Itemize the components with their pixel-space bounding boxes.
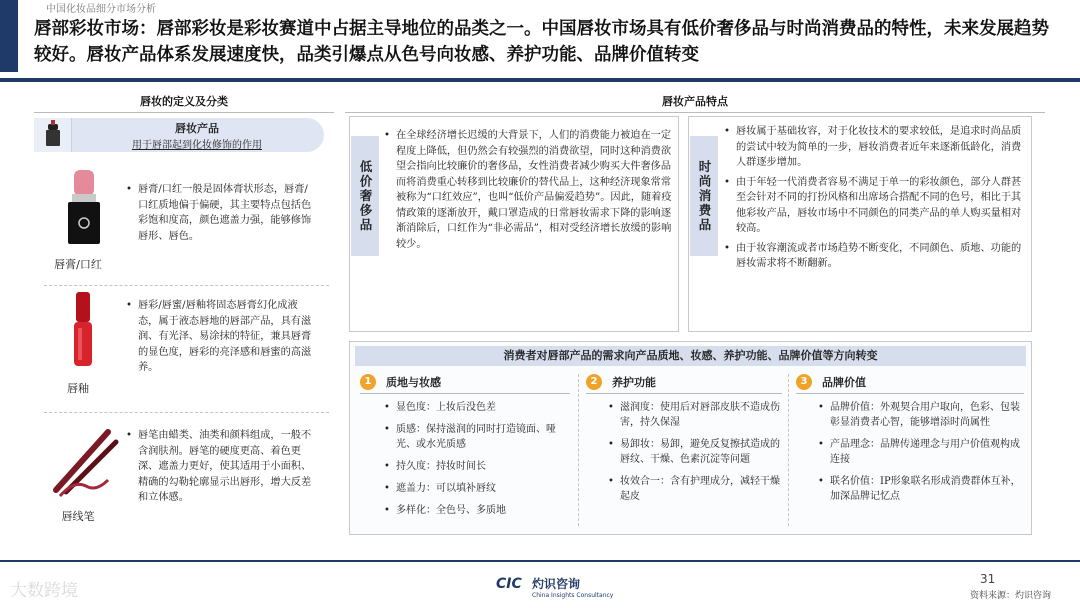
- company-name-en: China Insights Consultancy: [532, 592, 614, 599]
- number-badge: 1: [360, 374, 376, 390]
- lip-liner-image: [46, 420, 122, 500]
- low-price-luxury-label: 低价奢侈品: [351, 136, 379, 256]
- product-desc-lipstick: • 唇膏/口红一般是固体膏状形态，唇膏/口红质地偏于偏硬，其主要特点包括色彩饱和度高，颜色遮盖力强，能够修饰唇形、唇色。: [126, 182, 314, 244]
- product-desc-lip-liner: • 唇笔由蜡类、油类和颜料组成，一般不含润肤剂。唇笔的硬度更高、着色更深、遮盖力更好，使其适用于小面积、精确的勾勒轮廓显示出唇形，增大反差和立体感。: [126, 428, 314, 506]
- demand-title: 消费者对唇部产品的需求向产品质地、妆感、养护功能、品牌价值等方向转变: [355, 346, 1026, 366]
- number-badge: 2: [586, 374, 602, 390]
- fashion-consumer-label: 时尚消费品: [690, 136, 718, 256]
- cic-logo-mark: CIC: [496, 576, 522, 592]
- lip-gloss-image: [52, 290, 116, 370]
- demand-col-2-list: • 滋润度：使用后对唇部皮肤不造成伤害，持久保湿 • 易卸妆：易卸，避免反复擦拭造成的唇纹、干燥、色素沉淀等问题 • 妆效合一：含有护理成分，减轻干燥起皮: [608, 400, 780, 511]
- demand-col-3-list: • 品牌价值：外观契合用户取向，色彩、包装彰显消费者心智，能够增添时尚属性 • 产品理念：品牌传递理念与用户价值观构成连接 • 联名价值：IP形象联名形成消费群体互补，加深品牌记忆点: [818, 400, 1024, 511]
- title-divider: [0, 78, 1080, 82]
- demand-col-1-head: 1 质地与妆感: [360, 374, 570, 394]
- divider: [578, 374, 579, 526]
- header-label: 中国化妆品细分市场分析: [46, 4, 156, 15]
- lipstick-icon: [34, 118, 72, 152]
- fashion-consumer-text: • 唇妆属于基础妆容，对于化妆技术的要求较低，是追求时尚品质的尝试中较为简单的一步，唇妆消费者近年来逐渐低龄化，消费人群逐步增加。 • 由于年轻一代消费者容易不满足于单一的彩妆颜色，部分人群甚至会针对不同的打扮风格和出席场合搭配不同的色号，相比于其他彩妆产品，唇妆市场中不同颜色的同类产品的单人购买量相对较高。 • 由于妆容潮流或者市场趋势不断变化，不同颜色、质地、功能的唇妆需求将不断翻新。: [724, 124, 1024, 276]
- product-name-lip-glaze: 唇釉: [67, 382, 89, 395]
- lipstick-image: [52, 168, 116, 248]
- divider: [44, 285, 329, 286]
- page-number: 31: [980, 572, 996, 586]
- definition-heading: 唇妆的定义及分类: [34, 93, 334, 113]
- characteristics-heading: 唇妆产品特点: [345, 93, 1045, 113]
- product-name-lipstick: 唇膏/口红: [54, 258, 102, 271]
- page-title: 唇部彩妆市场：唇部彩妆是彩妆赛道中占据主导地位的品类之一。中国唇妆市场具有低价奢侈品与时尚消费品的特性，未来发展趋势较好。唇妆产品体系发展速度快，品类引爆点从色号向妆感、养护功能、品牌价值转变: [34, 19, 1049, 65]
- demand-col-1-list: • 显色度：上妆后没色差 • 质感：保持滋润的同时打造镜面、哑光、或水光质感 • 持久度：持妆时间长 • 遮盖力：可以填补唇纹 • 多样化：全色号、多质地: [384, 400, 570, 525]
- demand-col-2-head: 2 养护功能: [586, 374, 782, 394]
- footer-divider: [0, 560, 1080, 562]
- product-name-lip-liner: 唇线笔: [61, 510, 95, 523]
- source-note: 资料来源：灼识咨询: [970, 591, 1052, 601]
- product-desc-lip-glaze: • 唇彩/唇蜜/唇釉将固态唇膏幻化成液态，属于液态唇地的唇部产品，具有滋润、有光泽、易涂抹的特征，兼具唇膏的显色度，唇彩的亮泽感和唇蜜的高滋养。: [126, 298, 314, 376]
- low-price-luxury-text: • 在全球经济增长迟缓的大背景下，人们的消费能力被迫在一定程度上降低，但仍然会有较强烈的消费欲望，同时这种消费欲望会指向比较廉价的奢侈品，女性消费者减少购买大件奢侈品而将消费重心转移到比较廉价的替代品上，这种经济现象常常被称为“口红效应”，也叫“低价产品偏爱趋势”。因此，随着疫情政策的逐渐放开，戴口罩造成的日常唇妆需求下降的影响逐渐消除后，口红作为“非必需品”，相对受经济增长放缓的影响较少。: [384, 128, 672, 256]
- divider: [788, 374, 789, 526]
- definition-title: 唇妆产品: [175, 122, 219, 135]
- company-name-cn: 灼识咨询: [532, 577, 581, 591]
- definition-subtitle: 用于唇部起到化妆修饰的作用: [132, 140, 262, 151]
- watermark: 大数跨境: [10, 581, 78, 601]
- demand-col-3-head: 3 品牌价值: [796, 374, 1024, 394]
- number-badge: 3: [796, 374, 812, 390]
- header-accent-bar: [0, 0, 18, 72]
- divider: [44, 412, 329, 413]
